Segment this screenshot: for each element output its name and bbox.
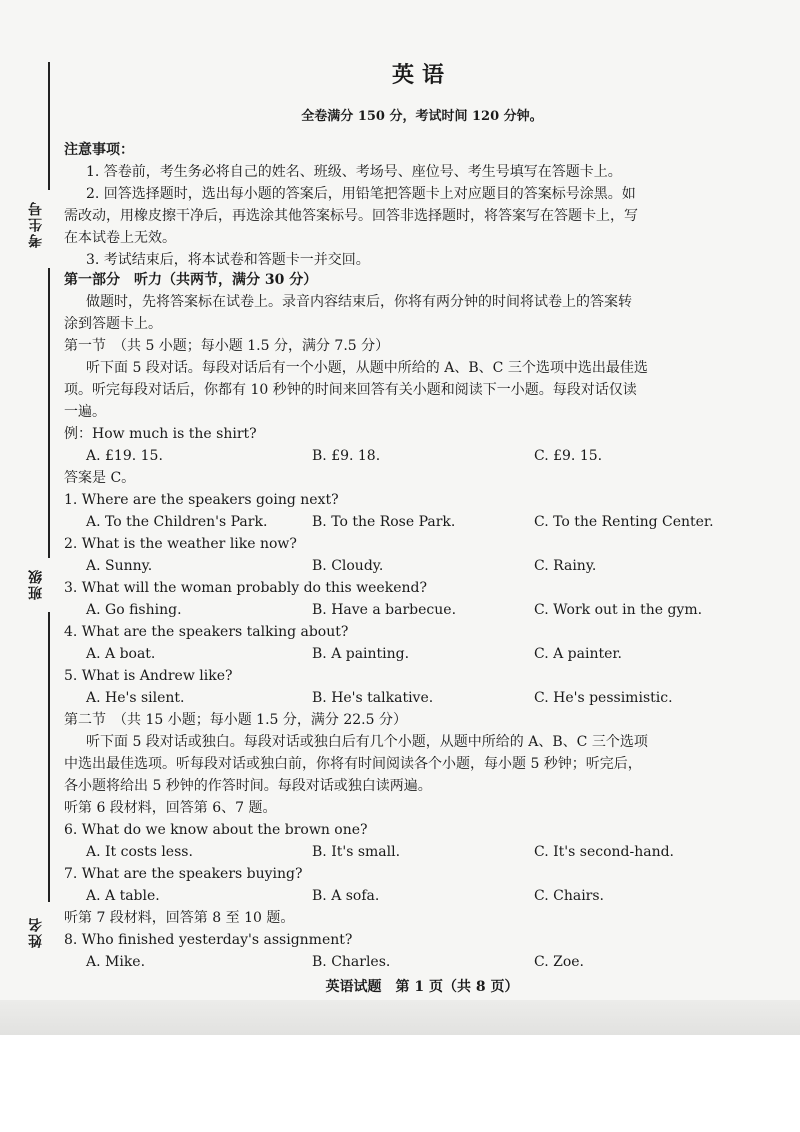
binding-line (48, 62, 50, 190)
example-option-a: A. £19. 15. (86, 448, 163, 464)
note-line: 在本试卷上无效。 (64, 230, 176, 246)
section2-instruction: 听下面 5 段对话或独白。每段对话或独白后有几个小题，从题中所给的 A、B、C 三个选项 (86, 734, 648, 750)
option-a: A. A boat. (86, 646, 156, 662)
example-answer: 答案是 C。 (64, 470, 136, 486)
option-b: B. He's talkative. (312, 690, 434, 706)
option-a: A. A table. (86, 888, 160, 904)
page-title: 英语 (391, 62, 452, 88)
exam-number-label: 考生号 (28, 200, 44, 248)
question: 3. What will the woman probably do this weekend? (64, 580, 427, 596)
option-b: B. A sofa. (312, 888, 380, 904)
option-b: B. To the Rose Park. (312, 514, 456, 530)
question: 2. What is the weather like now? (64, 536, 297, 552)
option-c: C. Rainy. (534, 558, 597, 574)
option-b: B. Charles. (312, 954, 391, 970)
note-line: 1. 答卷前，考生务必将自己的姓名、班级、考场号、座位号、考生号填写在答题卡上。 (86, 164, 622, 180)
part1-heading: 第一部分 听力（共两节，满分 30 分） (64, 272, 318, 288)
question: 8. Who finished yesterday's assignment? (64, 932, 353, 948)
section1-heading: 第一节 （共 5 小题；每小题 1.5 分，满分 7.5 分） (64, 338, 390, 354)
question: 5. What is Andrew like? (64, 668, 233, 684)
section1-instruction: 听下面 5 段对话。每段对话后有一个小题，从题中所给的 A、B、C 三个选项中选出最佳选 (86, 360, 648, 376)
option-b: B. Cloudy. (312, 558, 384, 574)
option-a: A. To the Children's Park. (86, 514, 268, 530)
section2-heading: 第二节 （共 15 小题；每小题 1.5 分，满分 22.5 分） (64, 712, 407, 728)
note-line: 2. 回答选择题时，选出每小题的答案后，用铅笔把答题卡上对应题目的答案标号涂黑。如 (86, 186, 636, 202)
page-footer: 英语试题 第 1 页（共 8 页） (325, 979, 519, 995)
option-c: C. Chairs. (534, 888, 604, 904)
option-b: B. It's small. (312, 844, 401, 860)
note-line: 需改动，用橡皮擦干净后，再选涂其他答案标号。回答非选择题时，将答案写在答题卡上，写 (64, 208, 638, 224)
scan-edge (0, 1000, 800, 1035)
question: 7. What are the speakers buying? (64, 866, 303, 882)
example-option-c: C. £9. 15. (534, 448, 603, 464)
option-c: C. It's second-hand. (534, 844, 674, 860)
section1-instruction: 一遍。 (64, 404, 106, 420)
question: 6. What do we know about the brown one? (64, 822, 368, 838)
binding-line (48, 268, 50, 558)
notes-heading: 注意事项： (64, 142, 134, 158)
option-a: A. It costs less. (86, 844, 193, 860)
section2-instruction: 各小题将给出 5 秒钟的作答时间。每段对话或独白读两遍。 (64, 778, 432, 794)
option-c: C. Work out in the gym. (534, 602, 703, 618)
option-c: C. He's pessimistic. (534, 690, 673, 706)
option-a: A. Go fishing. (86, 602, 182, 618)
option-c: C. Zoe. (534, 954, 585, 970)
option-a: A. Mike. (86, 954, 146, 970)
question: 1. Where are the speakers going next? (64, 492, 339, 508)
binding-line (48, 612, 50, 902)
note-line: 3. 考试结束后，将本试卷和答题卡一并交回。 (86, 252, 370, 268)
part1-instruction: 涂到答题卡上。 (64, 316, 162, 332)
example-option-b: B. £9. 18. (312, 448, 381, 464)
section2-instruction: 中选出最佳选项。听每段对话或独白前，你将有时间阅读各个小题，每小题 5 秒钟；听完后， (64, 756, 642, 772)
option-c: C. To the Renting Center. (534, 514, 714, 530)
material-note: 听第 7 段材料，回答第 8 至 10 题。 (64, 910, 295, 926)
option-a: A. Sunny. (86, 558, 153, 574)
example-question: 例：How much is the shirt? (64, 426, 257, 442)
option-b: B. A painting. (312, 646, 410, 662)
class-label: 班级 (28, 568, 44, 600)
option-b: B. Have a barbecue. (312, 602, 457, 618)
material-note: 听第 6 段材料，回答第 6、7 题。 (64, 800, 277, 816)
name-label: 姓名 (28, 916, 44, 948)
part1-instruction: 做题时，先将答案标在试卷上。录音内容结束后，你将有两分钟的时间将试卷上的答案转 (86, 294, 632, 310)
exam-subtitle: 全卷满分 150 分，考试时间 120 分钟。 (301, 109, 543, 124)
option-c: C. A painter. (534, 646, 622, 662)
section1-instruction: 项。听完每段对话后，你都有 10 秒钟的时间来回答有关小题和阅读下一小题。每段对话仅读 (64, 382, 637, 398)
question: 4. What are the speakers talking about? (64, 624, 349, 640)
option-a: A. He's silent. (86, 690, 185, 706)
